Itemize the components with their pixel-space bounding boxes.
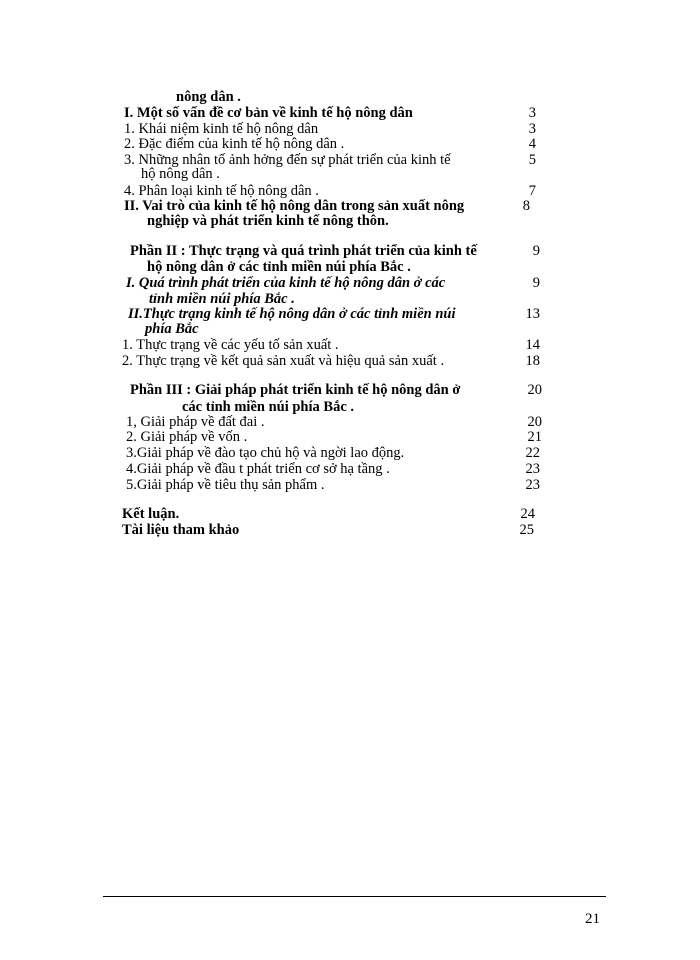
toc-entry-text: 2. Đặc điểm của kinh tế hộ nông dân . — [124, 136, 345, 152]
toc-entry-text-cont: tỉnh miền núi phía Bắc . — [149, 291, 295, 307]
toc-entry-page: 25 — [519, 522, 534, 538]
footer-divider — [103, 896, 606, 897]
page-number: 21 — [585, 911, 600, 927]
toc-entry-text: 4. Phân loại kinh tế hộ nông dân . — [124, 183, 319, 199]
toc-entry-text-cont: các tỉnh miền núi phía Bắc . — [182, 399, 355, 415]
toc-entry-page: 20 — [527, 382, 542, 398]
toc-entry-text-cont: hộ nông dân ở các tỉnh miền núi phía Bắc . — [147, 259, 411, 275]
toc-entry-text: II.Thực trạng kinh tế hộ nông dân ở các tỉnh miền núi — [128, 306, 456, 322]
toc-entry-text: Tài liệu tham khảo — [122, 522, 240, 538]
toc-entry-page: 5 — [528, 152, 536, 168]
toc-entry-text-cont: phía Bắc — [145, 321, 199, 337]
toc-entry-text: I. Quá trình phát triển của kinh tế hộ nông dân ở các — [126, 275, 446, 291]
toc-entry-text: 2. Giải pháp về vốn . — [126, 429, 248, 445]
toc-entry-text: 5.Giải pháp về tiêu thụ sản phẩm . — [126, 477, 325, 493]
toc-entry-text: Phần III : Giải pháp phát triển kinh tế hộ nông dân ở — [130, 382, 461, 398]
toc-entry-page: 18 — [525, 353, 540, 369]
toc-entry-text: I. Một số vấn đề cơ bản về kinh tế hộ nông dân — [124, 105, 413, 121]
toc-entry-text-cont: nghiệp và phát triển kinh tế nông thôn. — [147, 213, 389, 229]
toc-entry-page: 22 — [525, 445, 540, 461]
toc-entry-page: 23 — [525, 461, 540, 477]
toc-entry-text: 1. Khái niệm kinh tế hộ nông dân — [124, 121, 319, 137]
toc-entry-text: 2. Thực trạng về kết quả sản xuất và hiệu quả sản xuất . — [122, 353, 445, 369]
toc-entry-page: 21 — [527, 429, 542, 445]
toc-entry-page: 3 — [528, 105, 536, 121]
toc-entry-page: 23 — [525, 477, 540, 493]
toc-entry-text: Kết luận. — [122, 506, 180, 522]
toc-entry-text-cont: hộ nông dân . — [141, 166, 220, 182]
toc-entry-text: 4.Giải pháp về đầu t phát triển cơ sở hạ tầng . — [126, 461, 390, 477]
toc-entry-page: 3 — [528, 121, 536, 137]
toc-entry-text: 3.Giải pháp về đào tạo chủ hộ và ngời lao động. — [126, 445, 405, 461]
toc-entry-page: 8 — [522, 198, 530, 214]
toc-entry-page: 24 — [520, 506, 535, 522]
toc-entry-page: 7 — [528, 183, 536, 199]
toc-entry-text: nông dân . — [176, 89, 241, 105]
toc-entry-text: II. Vai trò của kinh tế hộ nông dân trong sản xuất nông — [124, 198, 465, 214]
toc-entry-text: 1, Giải pháp về đất đai . — [126, 414, 265, 430]
toc-entry-page: 9 — [532, 243, 540, 259]
toc-entry-page: 20 — [527, 414, 542, 430]
toc-entry-page: 4 — [528, 136, 536, 152]
toc-entry-page: 13 — [525, 306, 540, 322]
toc-entry-text: 1. Thực trạng về các yếu tố sản xuất . — [122, 337, 339, 353]
toc-entry-text: 3. Những nhân tố ảnh hởng đến sự phát triển của kinh tế — [124, 152, 451, 168]
toc-entry-page: 9 — [532, 275, 540, 291]
toc-entry-page: 14 — [525, 337, 540, 353]
toc-entry-text: Phần II : Thực trạng và quá trình phát triển của kinh tế — [130, 243, 477, 259]
